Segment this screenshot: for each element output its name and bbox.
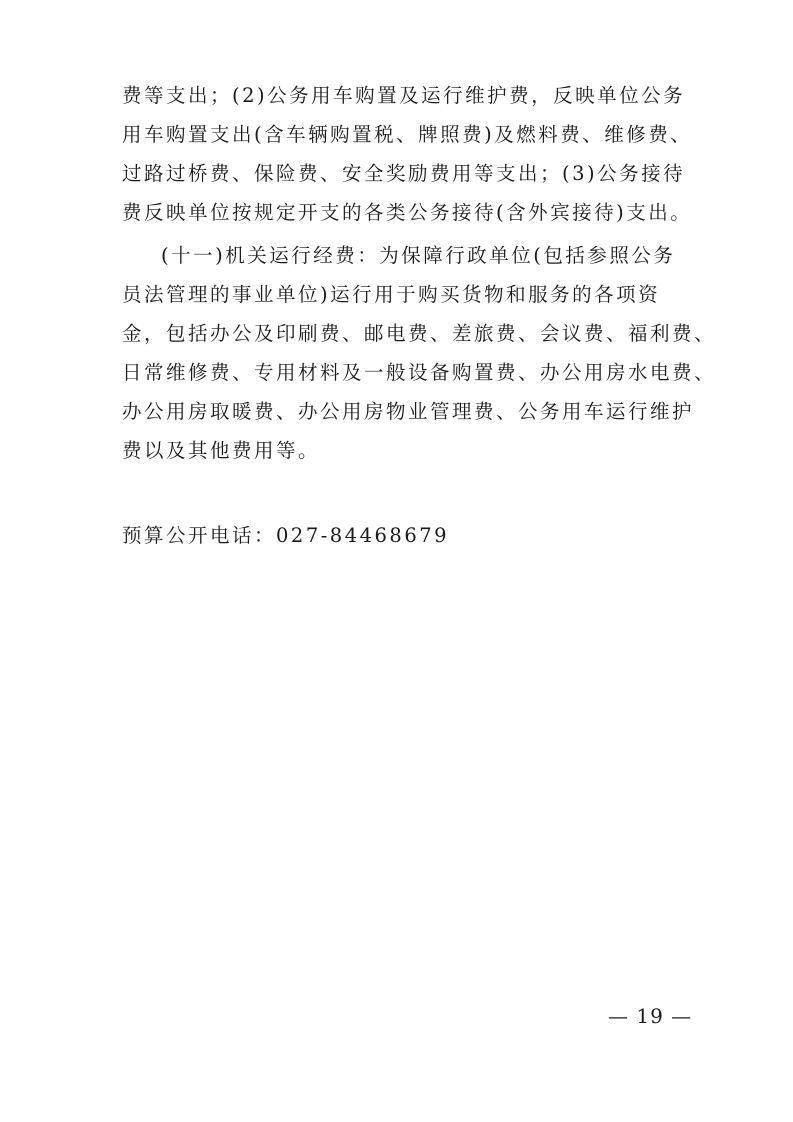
- page-number: — 19 —: [608, 1004, 693, 1028]
- body-text-line: 日常维修费、专用材料及一般设备购置费、办公用房水电费、: [122, 361, 717, 384]
- body-text-line: 金，包括办公及印刷费、邮电费、差旅费、会议费、福利费、: [122, 322, 717, 345]
- body-text-line: 用车购置支出(含车辆购置税、牌照费)及燃料费、维修费、: [122, 123, 693, 146]
- body-text-line: 费反映单位按规定开支的各类公务接待(含外宾接待)支出。: [122, 201, 693, 224]
- body-text-line: 员法管理的事业单位)运行用于购买货物和服务的各项资: [122, 283, 661, 306]
- body-text-line: 费以及其他费用等。: [122, 439, 321, 462]
- body-text-line: 办公用房取暖费、办公用房物业管理费、公务用车运行维护: [122, 400, 695, 423]
- body-text-line: 过路过桥费、保险费、安全奖励费用等支出；(3)公务接待: [122, 162, 686, 185]
- budget-contact-phone: 预算公开电话：027-84468679: [122, 524, 450, 547]
- body-text-line: 费等支出；(2)公务用车购置及运行维护费，反映单位公务: [122, 84, 686, 107]
- section-eleven-heading-line: (十一)机关运行经费：为保障行政单位(包括参照公务: [161, 244, 676, 267]
